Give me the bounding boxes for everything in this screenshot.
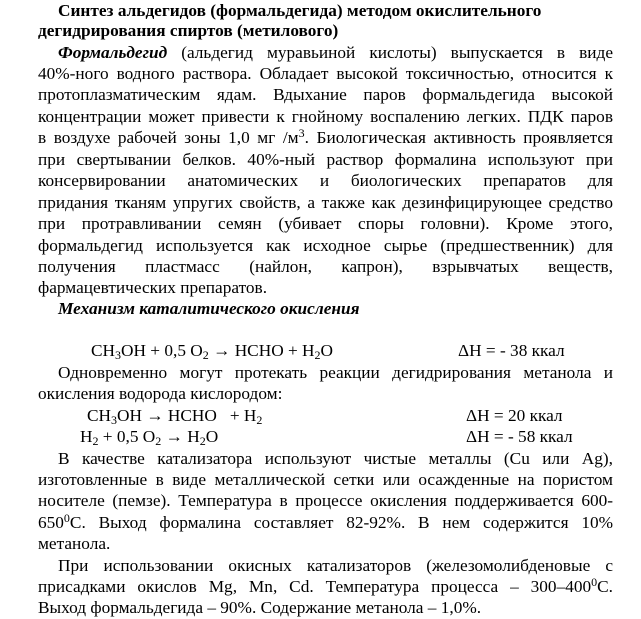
mechanism-heading: Механизм каталитического окисления [58, 299, 360, 318]
title-line-2: дегидрирования спиртов (метилового) [38, 21, 339, 40]
paragraph-1-line-6: при свертывании белков. 40%-ный раствор формалина используют при [38, 150, 613, 169]
paragraph-3-line-3: носителе (пемзе). Температура в процессе окисления поддерживается 600- [38, 491, 613, 510]
paragraph-3-line-2: изготовленные в виде металлической сетки или осажденные на пористом [38, 470, 613, 489]
paragraph-3-line-4: $650^0С$. Выход формалина составляет 82-92%. В нем содержится 10% [38, 511, 613, 532]
paragraph-1-line-11: получения пластмасс (найлон, капрон), взрывчатых веществ, [38, 257, 613, 276]
equation-2: $CH_3OH$ → HCHO + $H_2$ [87, 406, 263, 427]
term-formaldehyde: Формальдегид [58, 43, 168, 62]
paragraph-4-line-3: Выход формальдегида – 90%. Содержание метанола – 1,0%. [38, 598, 482, 617]
equation-2-enthalpy: ΔH = 20 ккал [466, 406, 563, 425]
paragraph-1-line-2: 40%-ного водного раствора. Обладает высокой токсичностью, относится к [38, 64, 613, 83]
arrow-icon: → [146, 406, 164, 425]
paragraph-1-line-8: придания тканям упругих свойств, а также как дезинфицирующее средство [38, 193, 613, 212]
paragraph-1-line-5: в воздухе рабочей зоны 1,0 мг $/м^3$. Биологическая активность проявляется [38, 126, 613, 147]
paragraph-1-line-1: Формальдегид (альдегид муравьиной кислоты) выпускается в виде [58, 43, 613, 62]
paragraph-3-line-1: В качестве катализатора используют чистые металлы (Cu или Ag), [58, 449, 613, 468]
arrow-icon: → [213, 341, 231, 360]
paragraph-2-line-1: Одновременно могут протекать реакции дегидрирования метанола и [58, 363, 613, 382]
equation-3-enthalpy: ΔH = - 58 ккал [466, 427, 573, 446]
paragraph-1-line-10: формальдегид используется как исходное сырье (предшественник) для [38, 236, 613, 255]
paragraph-1-line-3: протоплазматическим ядам. Вдыхание паров формальдегида высокой [38, 85, 613, 104]
paragraph-2-line-2: окисления водорода кислородом: [38, 384, 283, 403]
equation-1: $CH_3OH + 0,5$ $O_2$ → HCHO + $H_2O$ [91, 341, 334, 362]
title-line-1: Синтез альдегидов (формальдегида) методом окислительного [58, 1, 542, 20]
equation-1-enthalpy: ΔH = - 38 ккал [458, 341, 565, 360]
paragraph-4-line-1: При использовании окисных катализаторов (железомолибденовые с [58, 556, 613, 575]
arrow-icon: → [165, 427, 183, 446]
paragraph-4-line-2: присадками окислов Mg, Mn, Cd. Температура процесса – $300-400^0С$. [38, 575, 613, 596]
paragraph-1-line-12: фармацевтических препаратов. [38, 278, 268, 297]
equation-3: $H_2 + 0,5$ $O_2 \to H_2O$ [80, 427, 219, 448]
paragraph-3-line-5: метанола. [38, 534, 111, 553]
paragraph-1-line-9: при протравливании семян (убивает споры головни). Кроме этого, [38, 214, 613, 233]
paragraph-1-line-7: консервировании анатомических и биологических препаратов для [38, 171, 613, 190]
paragraph-1-line-4: концентрации может привести к гнойному воспалению легких. ПДК паров [38, 107, 613, 126]
